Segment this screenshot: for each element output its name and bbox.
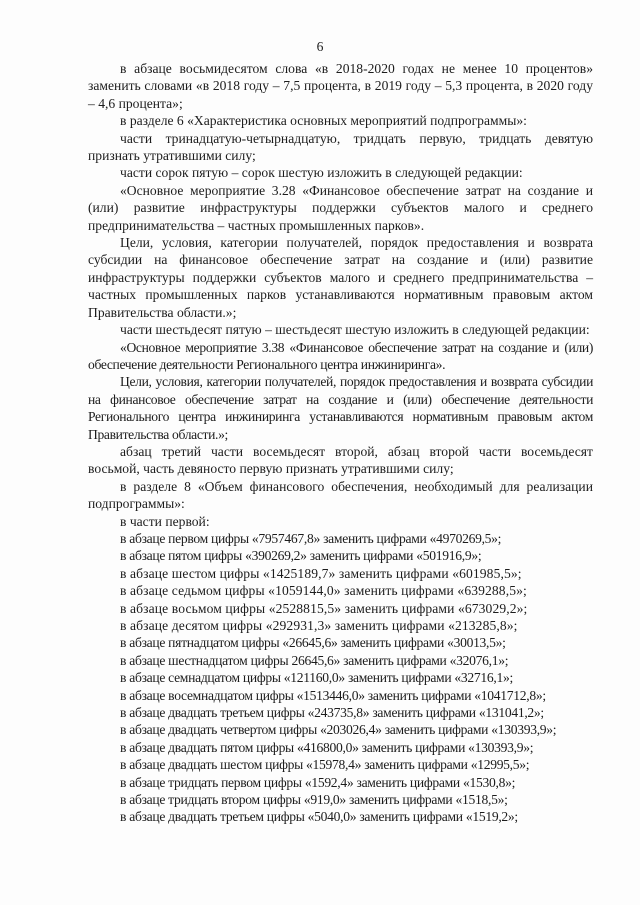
list-item: в абзаце восемнадцатом цифры «1513446,0» заменить цифрами «1041712,8»; — [120, 687, 546, 703]
paragraph: «Основное мероприятие 3.38 «Финансовое обеспечение затрат на создание и (или) обеспечение деятельности Регионального центра инжиниринга». — [88, 339, 593, 372]
list-item: в абзаце двадцать четвертом цифры «203026,4» заменить цифрами «130393,9»; — [120, 722, 557, 738]
paragraph: в разделе 6 «Характеристика основных мероприятий подпрограммы»: — [120, 113, 527, 129]
list-item: в абзаце пятнадцатом цифры «26645,6» заменить цифрами «30013,5»; — [120, 635, 506, 651]
list-item: в абзаце первом цифры «7957467,8» заменить цифрами «4970269,5»; — [120, 530, 502, 546]
paragraph: части сорок пятую – сорок шестую изложить в следующей редакции: — [120, 165, 523, 181]
list-item: в абзаце пятом цифры «390269,2» заменить цифрами «501916,9»; — [120, 548, 482, 564]
page-number: 6 — [316, 39, 324, 54]
list-item: в абзаце тридцать первом цифры «1592,4» заменить цифрами «1530,8»; — [120, 774, 516, 790]
list-item: в абзаце двадцать третьем цифры «5040,0» заменить цифрами «1519,2»; — [120, 809, 518, 825]
document-body — [88, 60, 593, 826]
list-item: в абзаце двадцать пятом цифры «416800,0» заменить цифрами «130393,9»; — [120, 739, 534, 755]
list-item: в абзаце двадцать шестом цифры «15978,4» заменить цифрами «12995,5»; — [120, 757, 530, 773]
paragraph: «Основное мероприятие 3.28 «Финансовое обеспечение затрат на создание и (или) развитие инфраструктуры поддержки субъектов малого и среднего предпринимательства – частных промышленных парков». — [88, 182, 593, 233]
paragraph: в абзаце восьмидесятом слова «в 2018-2020 годах не менее 10 процентов» заменить словами «в 2018 году – 7,5 процента, в 2019 году – 5,3 процента, в 2020 году – 4,6 процента»; — [88, 61, 593, 111]
list-item: в абзаце двадцать третьем цифры «243735,8» заменить цифрами «131041,2»; — [120, 705, 544, 721]
list-item: в абзаце десятом цифры «292931,3» заменить цифрами «213285,8»; — [120, 618, 518, 633]
list-item: в абзаце семнадцатом цифры «121160,0» заменить цифрами «32716,1»; — [120, 670, 513, 686]
paragraph: Цели, условия, категории получателей, порядок предоставления и возврата субсидии на финансовое обеспечение затрат на создание и (или) развитие инфраструктуры поддержки субъектов малого и среднего предпринимательства – частных промышленных парков устанавливаются нормативным правовым актом Правительства области.»; — [88, 235, 593, 320]
list-item: в абзаце восьмом цифры «2528815,5» заменить цифрами «673029,2»; — [120, 600, 528, 616]
list-item: в абзаце седьмом цифры «1059144,0» заменить цифрами «639288,5»; — [120, 583, 527, 599]
paragraph: части тринадцатую-четырнадцатую, тридцать первую, тридцать девятую признать утратившими силу; — [88, 130, 593, 164]
list-item: в абзаце шестом цифры «1425189,7» заменить цифрами «601985,5»; — [120, 565, 522, 581]
list-item: в абзаце шестнадцатом цифры 26645,6» заменить цифрами «32076,1»; — [120, 652, 509, 668]
paragraph: в разделе 8 «Объем финансового обеспечения, необходимый для реализации подпрограммы»: — [88, 478, 593, 512]
list-item: в абзаце тридцать втором цифры «919,0» заменить цифрами «1518,5»; — [120, 792, 508, 808]
paragraph: Цели, условия, категории получателей, порядок предоставления и возврата субсидии на финансовое обеспечение затрат на создание и (или) обеспечение деятельности Регионального центра инжиниринга устанавливаются нормативным правовым актом Правительства области.»; — [88, 374, 593, 442]
paragraph: абзац третий части восемьдесят второй, абзац второй части восемьдесят восьмой, часть девяносто первую признать утратившими силу; — [88, 443, 593, 477]
paragraph: части шестьдесят пятую – шестьдесят шестую изложить в следующей редакции: — [120, 322, 590, 338]
list-intro: в части первой: — [120, 513, 210, 529]
amendment-list — [88, 530, 593, 826]
